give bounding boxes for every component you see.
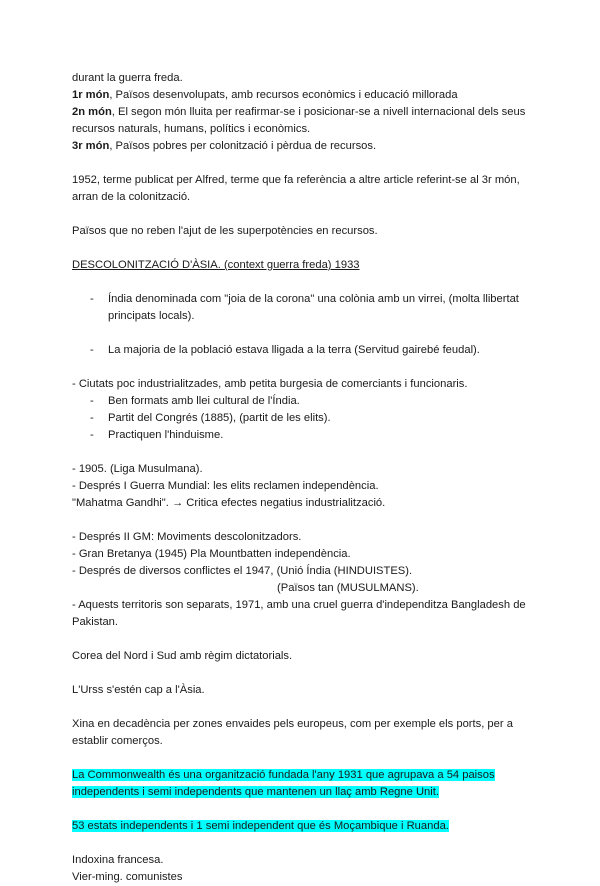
- para-paisos: Països que no reben l'ajut de les superpotències en recursos.: [72, 225, 378, 237]
- line-vietminh: Vier-ming. comunistes: [72, 871, 183, 883]
- para-ciutats: - Ciutats poc industrialitzades, amb petita burgesia de comerciants i funcionaris.: [72, 378, 468, 390]
- line-urss: L'Urss s'estén cap a l'Àsia.: [72, 684, 205, 696]
- highlighted-commonwealth: La Commonwealth és una organització fundada l'any 1931 que agrupava a 54 paisos independents i semi independents que mantenen un llaç amb Regne Unit.: [72, 769, 495, 798]
- second-world-text: , El segon món lluita per reafirmar-se i posicionar-se a nivell internacional dels seus recursos naturals, humans, polítics i econòmics.: [72, 106, 526, 135]
- line-territoris: - Aquests territoris son separats, 1971, amb una cruel guerra d'independitza Bangladesh de Pakistan.: [72, 599, 526, 628]
- second-world-para: [72, 104, 542, 138]
- list-item: - La majoria de la població estava lligada a la terra (Servitud gairebé feudal).: [72, 342, 542, 359]
- commonwealth-para: [72, 767, 542, 801]
- line-gandhi: "Mahatma Gandhi". → Critica efectes negatius industrialització.: [72, 497, 386, 509]
- bullet-list-burgesia: [72, 393, 542, 444]
- third-world-label: 3r món: [72, 140, 110, 152]
- list-item: - Partit del Congrés (1885), (partit de les elits).: [72, 410, 542, 427]
- line-xina: Xina en decadència per zones envaides pels europeus, com per exemple els ports, per a establir comerços.: [72, 718, 513, 747]
- line-paisos-tan: (Països tan (MUSULMANS).: [277, 582, 419, 594]
- estats-para: [72, 818, 542, 835]
- asia-heading: DESCOLONITZACIÓ D'ÀSIA. (context guerra freda) 1933: [72, 259, 360, 271]
- line-igm: - Després I Guerra Mundial: les elits reclamen independència.: [72, 480, 379, 492]
- first-world-para: [72, 87, 542, 104]
- third-world-text: , Països pobres per colonització i pèrdua de recursos.: [109, 140, 377, 152]
- highlighted-53-estats: 53 estats independents i 1 semi independent que és Moçambique i Ruanda.: [72, 820, 449, 832]
- second-world-label: 2n món: [72, 106, 112, 118]
- line-indoxina: Indoxina francesa.: [72, 854, 164, 866]
- line-gb: - Gran Bretanya (1945) Pla Mountbatten independència.: [72, 548, 351, 560]
- line-corea: Corea del Nord i Sud amb règim dictatorials.: [72, 650, 293, 662]
- line-iigm: - Després II GM: Moviments descolonitzadors.: [72, 531, 302, 543]
- bullet-list-terra: [72, 342, 542, 359]
- line-1905: - 1905. (Liga Musulmana).: [72, 463, 203, 475]
- para-1952: 1952, terme publicat per Alfred, terme que fa referència a altre article referint-se al 3r món, arran de la colonització.: [72, 174, 520, 203]
- line-1947: - Després de diversos conflictes el 1947, (Unió Índia (HINDUISTES).: [72, 565, 413, 577]
- first-world-text: , Països desenvolupats, amb recursos econòmics i educació millorada: [109, 89, 458, 101]
- bullet-list-india: [72, 291, 542, 325]
- list-item: - Índia denominada com "joia de la corona" una colònia amb un virrei, (molta llibertat principats locals).: [72, 291, 542, 325]
- document-body: [72, 70, 542, 886]
- third-world-para: [72, 138, 542, 155]
- list-item: - Ben formats amb llei cultural de l'Índia.: [72, 393, 542, 410]
- first-world-label: 1r món: [72, 89, 110, 101]
- text-line: durant la guerra freda.: [72, 72, 183, 84]
- list-item: - Practiquen l'hinduisme.: [72, 427, 542, 444]
